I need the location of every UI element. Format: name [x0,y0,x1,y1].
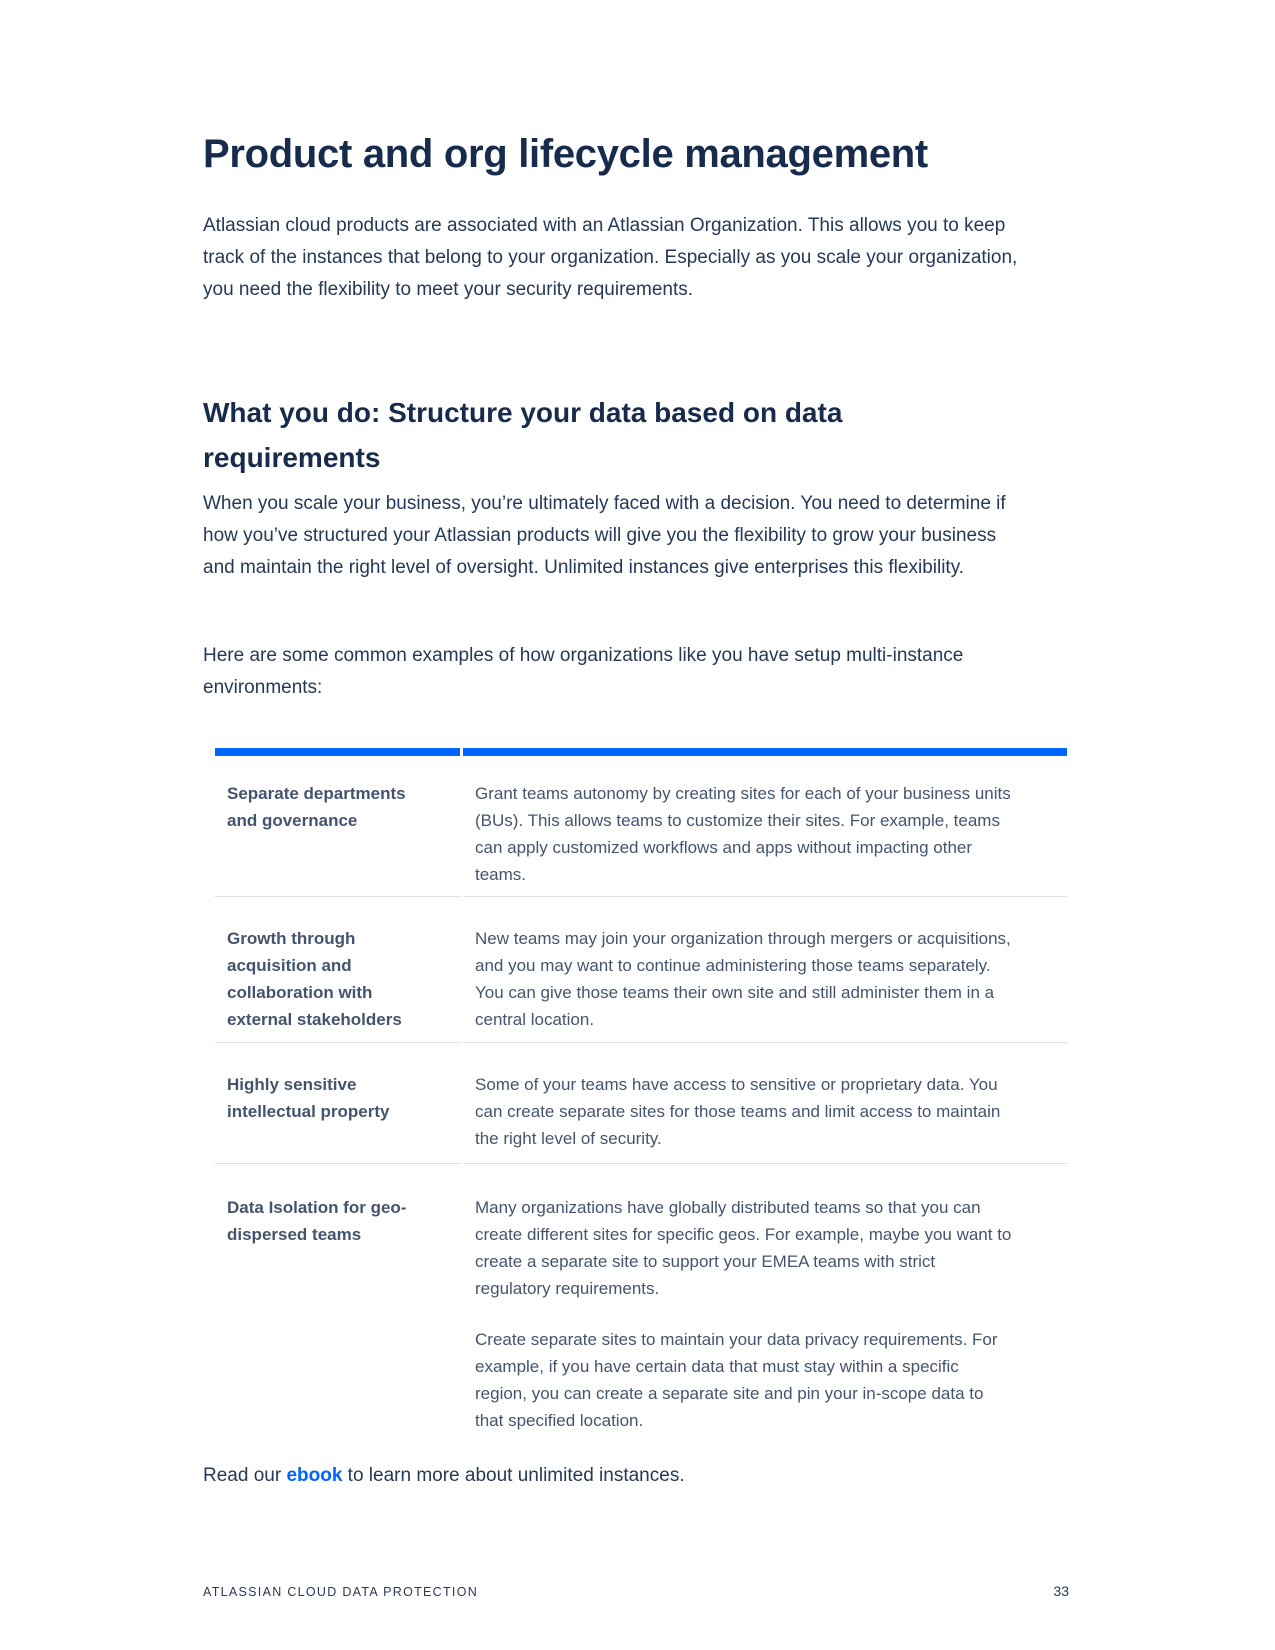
table-description-text: Some of your teams have access to sensitive or proprietary data. You can create separate sites for those teams and limit access to maintain the right level of security. [475,1075,1001,1148]
page-footer [203,1583,1069,1599]
cta-line [203,1460,1023,1492]
table-description [463,756,1067,896]
table-description-text: Create separate sites to maintain your data privacy requirements. For example, if you have certain data that must stay within a specific region, you can create a separate site and pin your in-scope data to that specified location. [475,1330,998,1430]
table-description-text: New teams may join your organization through mergers or acquisitions, and you may want to continue administering those teams separately. You can give those teams their own site and still administer them in a central location. [475,929,1011,1029]
examples-table [215,748,1067,1434]
cta-prefix: Read our [203,1465,287,1486]
table-accent-bar-right [463,748,1067,756]
section-heading: What you do: Structure your data based on data requirements [203,397,843,473]
table-description [463,1042,1067,1163]
page-number: 33 [1053,1583,1069,1599]
ebook-link[interactable]: ebook [286,1465,343,1486]
table-term: Growth through acquisition and collaboration with external stakeholders [215,896,460,1042]
table-description-text: Grant teams autonomy by creating sites for each of your business units (BUs). This allows teams to customize their sites. For example, teams can apply customized workflows and apps without impacting other teams. [475,784,1011,884]
table-description-text: Many organizations have globally distributed teams so that you can create different sites for specific geos. For example, maybe you want to create a separate site to support your EMEA teams with strict regulatory requirements. [475,1198,1012,1298]
table-term: Data Isolation for geo-dispersed teams [215,1163,460,1434]
table-term: Highly sensitive intellectual property [215,1042,460,1163]
table-term: Separate departments and governance [227,784,406,830]
footer-document-title: ATLASSIAN CLOUD DATA PROTECTION [203,1585,479,1599]
table-description [463,1163,1067,1434]
section-paragraph-1: When you scale your business, you’re ultimately faced with a decision. You need to determine if how you’ve structured your Atlassian products will give you the flexibility to grow your business and maintain the right level of oversight. Unlimited instances give enterprises this flexibility. [203,493,1006,578]
intro-paragraph: Atlassian cloud products are associated with an Atlassian Organization. This allows you to keep track of the instances that belong to your organization. Especially as you scale your organization, you need the flexibility to meet your security requirements. [203,215,1018,300]
table-description [463,896,1067,1042]
page-title: Product and org lifecycle management [203,132,928,176]
section-paragraph-2: Here are some common examples of how organizations like you have setup multi-instance environments: [203,645,964,698]
table-accent-bar-left [215,748,460,756]
cta-suffix: to learn more about unlimited instances. [342,1465,685,1486]
